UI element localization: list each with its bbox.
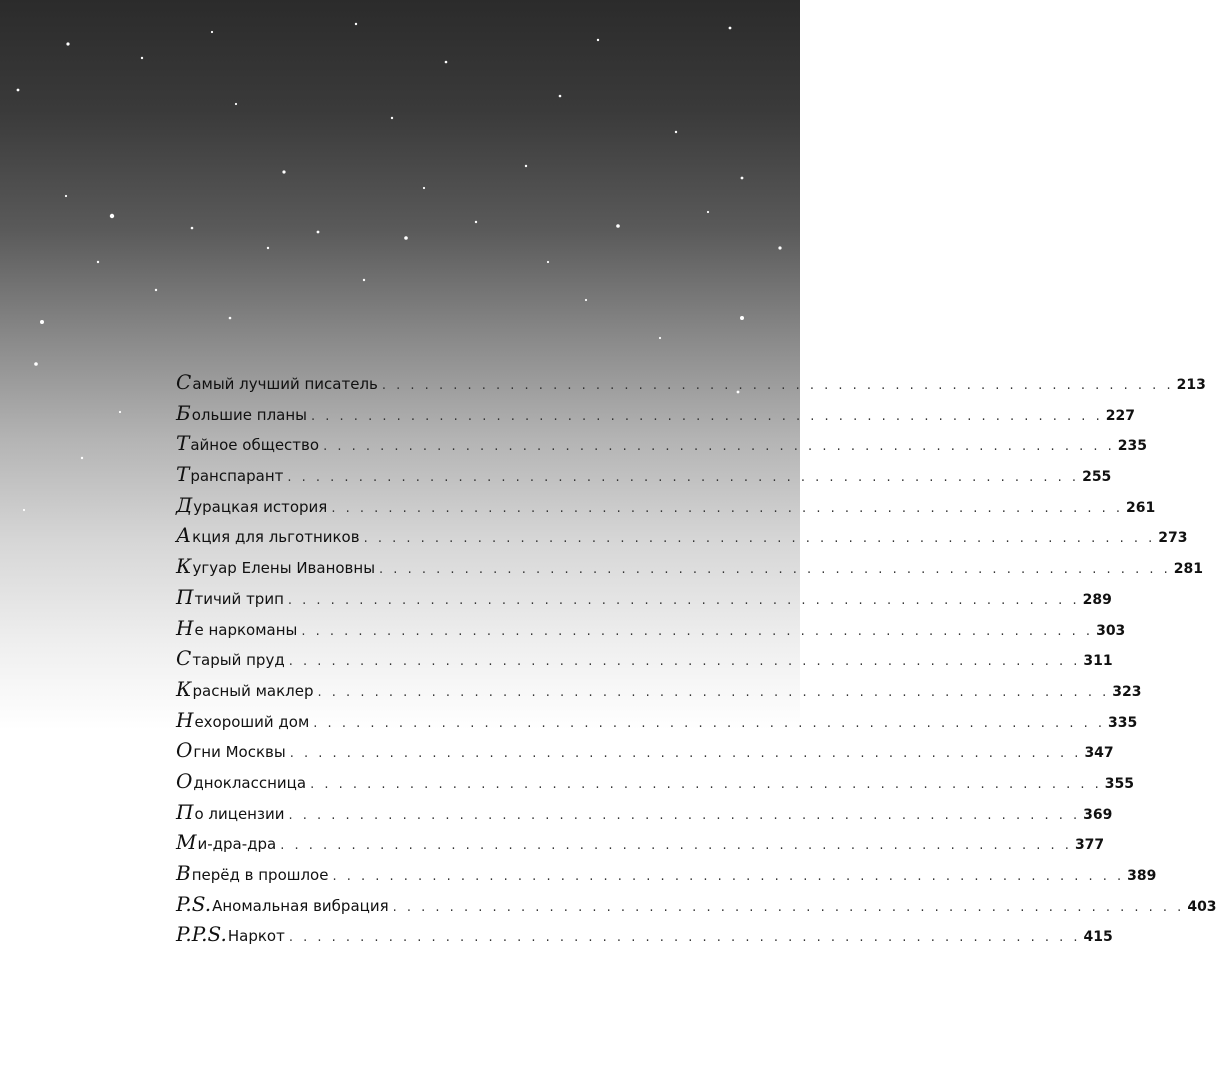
- toc-entry-page-number: 261: [1126, 499, 1156, 516]
- toc-entry-decorative-initial: Н: [176, 615, 194, 640]
- toc-entry-decorative-initial: Б: [176, 400, 191, 425]
- toc-entry-decorative-initial: В: [176, 861, 191, 885]
- toc-leader-dots: . . . . . . . . . . . . . . . . . . . . . . . . . . . . . . . . . . . . . . . . . . . . . . . . . . . . . . . .: [301, 623, 1094, 639]
- star: [267, 247, 269, 249]
- toc-entry-page-number: 355: [1104, 775, 1134, 792]
- star: [547, 261, 549, 263]
- toc-entry[interactable]: [176, 462, 1112, 495]
- star: [355, 23, 357, 25]
- toc-leader-dots: . . . . . . . . . . . . . . . . . . . . . . . . . . . . . . . . . . . . . . . . . . . . . . . . . . . . . . . .: [311, 408, 1103, 424]
- star: [317, 231, 320, 234]
- star: [525, 165, 527, 167]
- star: [211, 31, 213, 33]
- toc-entry[interactable]: [176, 554, 1203, 587]
- toc-entry-page-number: 335: [1108, 714, 1138, 731]
- star: [23, 509, 25, 511]
- star: [391, 117, 393, 119]
- star: [17, 89, 20, 92]
- star: [191, 227, 194, 230]
- star: [659, 337, 661, 339]
- star: [778, 246, 781, 249]
- star: [34, 362, 38, 366]
- toc-entry-title: тичий трип: [194, 589, 284, 608]
- toc-entry-title: и-дра-дра: [197, 835, 277, 854]
- toc-leader-dots: . . . . . . . . . . . . . . . . . . . . . . . . . . . . . . . . . . . . . . . . . . . . . . . . . . . . . . . .: [289, 746, 1082, 762]
- star: [675, 131, 677, 133]
- toc-entry[interactable]: [176, 891, 1217, 925]
- toc-leader-dots: . . . . . . . . . . . . . . . . . . . . . . . . . . . . . . . . . . . . . . . . . . . . . . . . . . . . . . . .: [392, 899, 1185, 915]
- toc-entry-page-number: 311: [1083, 653, 1113, 670]
- star: [66, 42, 69, 45]
- toc-leader-dots: . . . . . . . . . . . . . . . . . . . . . . . . . . . . . . . . . . . . . . . . . . . . . . . . . . . . . . . .: [288, 654, 1081, 670]
- toc-entry-title: айное общество: [190, 436, 320, 455]
- toc-entry-title: ехороший дом: [194, 712, 310, 731]
- toc-entry-decorative-initial: К: [176, 554, 192, 579]
- star: [97, 261, 99, 263]
- toc-leader-dots: . . . . . . . . . . . . . . . . . . . . . . . . . . . . . . . . . . . . . . . . . . . . . . . . . . . . . . . .: [288, 807, 1081, 823]
- toc-entry-decorative-initial: С: [176, 370, 192, 394]
- toc-leader-dots: . . . . . . . . . . . . . . . . . . . . . . . . . . . . . . . . . . . . . . . . . . . . . . . . . . . . . . . .: [331, 500, 1124, 516]
- star: [155, 289, 157, 291]
- toc-leader-dots: . . . . . . . . . . . . . . . . . . . . . . . . . . . . . . . . . . . . . . . . . . . . . . . . . . . . . . . .: [332, 869, 1125, 884]
- toc-entry-decorative-initial: Н: [176, 707, 194, 732]
- toc-entry-title: перёд в прошлое: [191, 866, 329, 884]
- toc-leader-dots: . . . . . . . . . . . . . . . . . . . . . . . . . . . . . . . . . . . . . . . . . . . . . . . . . . . . . . . .: [287, 470, 1080, 486]
- star: [235, 103, 237, 105]
- toc-entry-decorative-initial: П: [176, 584, 194, 609]
- toc-entry-title: расный маклер: [192, 681, 314, 700]
- toc-entry-page-number: 369: [1083, 806, 1113, 823]
- toc-entry[interactable]: [176, 707, 1138, 741]
- toc-entry[interactable]: [176, 646, 1113, 679]
- star: [559, 95, 562, 98]
- toc-leader-dots: . . . . . . . . . . . . . . . . . . . . . . . . . . . . . . . . . . . . . . . . . . . . . . . . . . . . . . . .: [381, 378, 1174, 393]
- toc-entry-title: кция для льготников: [192, 528, 360, 547]
- toc-entry[interactable]: [176, 738, 1114, 771]
- star: [475, 221, 477, 223]
- toc-entry[interactable]: [176, 615, 1126, 649]
- toc-leader-dots: . . . . . . . . . . . . . . . . . . . . . . . . . . . . . . . . . . . . . . . . . . . . . . . . . . . . . . . .: [288, 930, 1081, 946]
- toc-entry-page-number: 235: [1117, 438, 1147, 455]
- toc-entry[interactable]: [176, 830, 1105, 863]
- toc-entry-page-number: 303: [1096, 622, 1126, 639]
- toc-entry-page-number: 377: [1074, 837, 1105, 854]
- star: [445, 61, 448, 64]
- toc-entry[interactable]: [176, 922, 1113, 955]
- star: [282, 170, 285, 173]
- star: [65, 195, 67, 197]
- toc-entry-page-number: 323: [1112, 683, 1142, 700]
- toc-entry-decorative-initial: С: [176, 646, 192, 671]
- toc-entry-page-number: 227: [1105, 407, 1135, 424]
- toc-leader-dots: . . . . . . . . . . . . . . . . . . . . . . . . . . . . . . . . . . . . . . . . . . . . . . . . . . . . . . . .: [280, 838, 1072, 854]
- toc-entry-title: е наркоманы: [194, 620, 298, 639]
- toc-leader-dots: . . . . . . . . . . . . . . . . . . . . . . . . . . . . . . . . . . . . . . . . . . . . . . . . . . . . . . . .: [317, 684, 1110, 700]
- star: [585, 299, 587, 301]
- toc-entry[interactable]: [176, 584, 1112, 618]
- toc-entry-decorative-initial: Т: [176, 462, 190, 487]
- toc-entry-title: Наркот: [227, 927, 285, 946]
- star: [40, 320, 44, 324]
- toc-entry[interactable]: [176, 768, 1134, 802]
- toc-entry-decorative-initial: О: [176, 768, 193, 793]
- toc-leader-dots: . . . . . . . . . . . . . . . . . . . . . . . . . . . . . . . . . . . . . . . . . . . . . . . . . . . . . . . .: [310, 776, 1102, 792]
- toc-entry-decorative-initial: Т: [176, 431, 190, 456]
- toc-entry-title: ранспарант: [190, 467, 284, 486]
- toc-entry-title: урацкая история: [193, 497, 328, 516]
- toc-leader-dots: . . . . . . . . . . . . . . . . . . . . . . . . . . . . . . . . . . . . . . . . . . . . . . . . . . . . . . . .: [313, 715, 1105, 731]
- star: [729, 27, 732, 30]
- toc-entry[interactable]: [176, 492, 1156, 526]
- toc-entry[interactable]: [176, 799, 1113, 833]
- toc-entry-decorative-initial: П: [176, 799, 194, 824]
- toc-entry-title: Аномальная вибрация: [212, 896, 389, 915]
- toc-entry[interactable]: [176, 861, 1157, 894]
- toc-entry-page-number: 281: [1173, 561, 1203, 578]
- star: [110, 214, 114, 218]
- star: [741, 177, 744, 180]
- toc-entry-title: гни Москвы: [193, 743, 286, 762]
- toc-entry-title: ольшие планы: [191, 405, 308, 424]
- table-of-contents: [176, 370, 1217, 955]
- toc-entry[interactable]: [176, 523, 1188, 556]
- toc-entry-title: дноклассница: [193, 773, 307, 792]
- star: [423, 187, 425, 189]
- toc-entry-page-number: 347: [1084, 745, 1114, 762]
- star: [141, 57, 143, 59]
- star: [616, 224, 620, 228]
- toc-entry-page-number: 389: [1127, 868, 1157, 884]
- toc-entry-page-number: 273: [1158, 530, 1188, 547]
- star: [119, 411, 121, 413]
- toc-entry-page-number: 213: [1176, 377, 1206, 393]
- toc-entry-page-number: 403: [1187, 898, 1217, 915]
- toc-entry-title: о лицензии: [194, 804, 285, 823]
- toc-entry-decorative-initial: А: [176, 523, 192, 548]
- toc-entry-decorative-initial: Д: [176, 492, 193, 517]
- toc-entry-page-number: 255: [1082, 469, 1112, 486]
- toc-entry-title: тарый пруд: [192, 651, 285, 670]
- toc-entry-decorative-initial: P.P.S.: [176, 922, 227, 947]
- toc-entry[interactable]: [176, 370, 1206, 403]
- toc-entry-page-number: 289: [1082, 591, 1112, 608]
- star: [597, 39, 599, 41]
- toc-entry-decorative-initial: О: [176, 738, 193, 763]
- toc-leader-dots: . . . . . . . . . . . . . . . . . . . . . . . . . . . . . . . . . . . . . . . . . . . . . . . . . . . . . . . .: [287, 592, 1080, 608]
- star: [229, 317, 232, 320]
- toc-entry[interactable]: [176, 431, 1147, 464]
- toc-entry-page-number: 415: [1083, 929, 1113, 946]
- toc-entry-title: амый лучший писатель: [192, 375, 378, 393]
- star: [740, 316, 744, 320]
- star: [81, 457, 83, 459]
- star: [404, 236, 408, 240]
- star: [363, 279, 365, 281]
- toc-entry[interactable]: [176, 676, 1142, 710]
- toc-entry[interactable]: [176, 400, 1135, 434]
- toc-entry-decorative-initial: P.S.: [176, 891, 212, 916]
- toc-leader-dots: . . . . . . . . . . . . . . . . . . . . . . . . . . . . . . . . . . . . . . . . . . . . . . . . . . . . . . . .: [379, 562, 1171, 578]
- toc-entry-decorative-initial: К: [176, 676, 192, 701]
- toc-leader-dots: . . . . . . . . . . . . . . . . . . . . . . . . . . . . . . . . . . . . . . . . . . . . . . . . . . . . . . . .: [363, 531, 1156, 547]
- toc-entry-decorative-initial: М: [176, 830, 197, 855]
- toc-leader-dots: . . . . . . . . . . . . . . . . . . . . . . . . . . . . . . . . . . . . . . . . . . . . . . . . . . . . . . . .: [323, 439, 1115, 455]
- star: [707, 211, 709, 213]
- toc-entry-title: угуар Елены Ивановны: [192, 559, 376, 578]
